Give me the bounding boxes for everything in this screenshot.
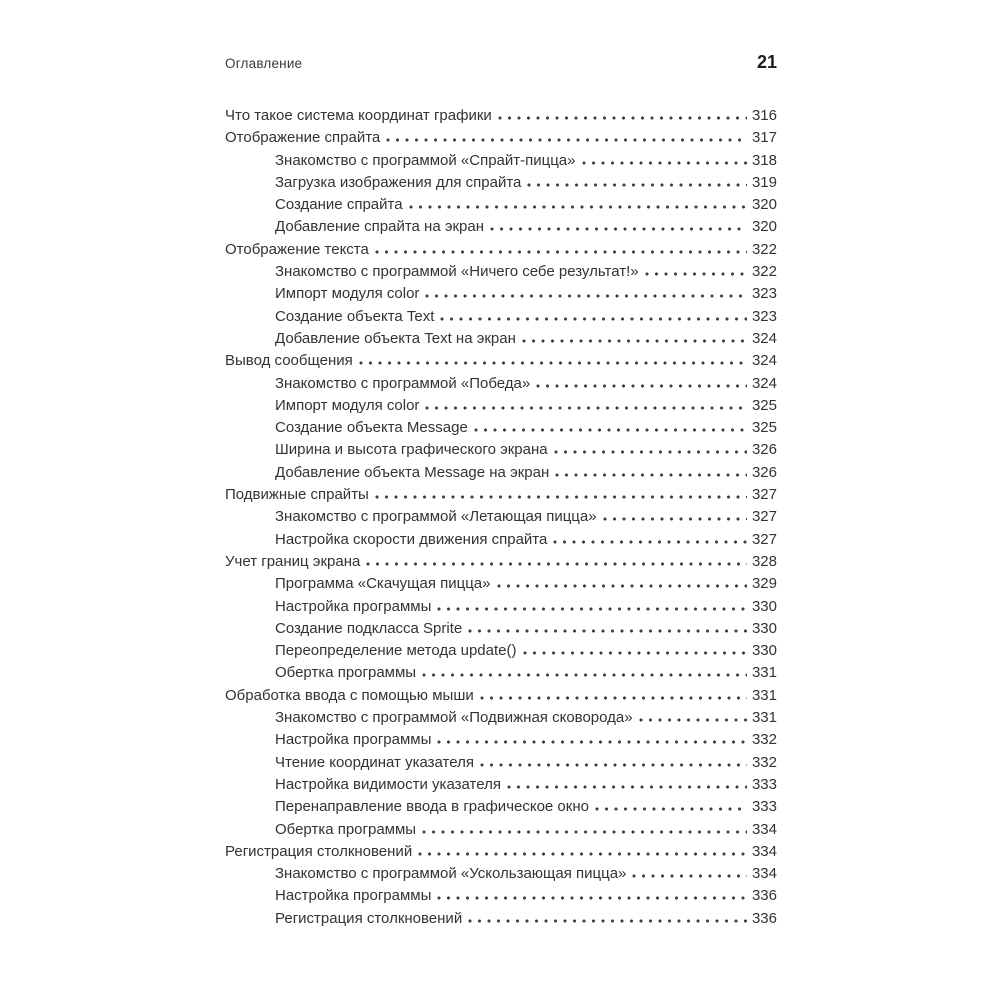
dot-leader	[437, 896, 747, 900]
dot-leader	[523, 651, 747, 655]
toc-entry	[225, 908, 777, 930]
dot-leader	[498, 116, 747, 120]
dot-leader	[582, 161, 747, 165]
dot-leader	[422, 830, 747, 834]
dot-leader	[422, 673, 747, 677]
toc-entry	[225, 484, 777, 506]
dot-leader	[437, 607, 747, 611]
toc-entry-page: 326	[751, 441, 777, 459]
toc-entry-page: 328	[751, 552, 777, 570]
toc-entry	[225, 662, 777, 684]
dot-leader	[497, 584, 747, 588]
dot-leader	[480, 696, 747, 700]
page-content	[225, 52, 777, 930]
toc-entry-page: 324	[751, 352, 777, 370]
toc-entry-page: 333	[751, 798, 777, 816]
toc-entry-page: 327	[751, 508, 777, 526]
toc-entry	[225, 373, 777, 395]
toc-entry	[225, 551, 777, 573]
toc-entry-title: Настройка скорости движения спрайта	[275, 530, 548, 548]
toc-entry-title: Создание спрайта	[275, 196, 403, 214]
dot-leader	[555, 473, 747, 477]
dot-leader	[522, 339, 747, 343]
toc-entry	[225, 150, 777, 172]
toc-entry-page: 318	[751, 151, 777, 169]
toc-entry-title: Учет границ экрана	[225, 552, 361, 570]
toc-entry	[225, 417, 777, 439]
toc-entry-page: 330	[751, 597, 777, 615]
toc-entry	[225, 350, 777, 372]
toc-entry-title: Загрузка изображения для спрайта	[275, 173, 522, 191]
toc-entry	[225, 774, 777, 796]
dot-leader	[425, 294, 747, 298]
dot-leader	[409, 205, 747, 209]
toc-entry-title: Перенаправление ввода в графическое окно	[275, 798, 589, 816]
toc-entry-title: Создание объекта Text	[275, 307, 435, 325]
dot-leader	[474, 428, 747, 432]
toc-entry-page: 327	[751, 530, 777, 548]
toc-entry-title: Переопределение метода update()	[275, 642, 517, 660]
dot-leader	[359, 361, 747, 365]
toc-entry-title: Вывод сообщения	[225, 352, 353, 370]
toc-entry	[225, 640, 777, 662]
toc-entry-page: 336	[751, 909, 777, 927]
toc-entry-title: Настройка видимости указателя	[275, 775, 501, 793]
toc-entry-title: Создание объекта Message	[275, 419, 468, 437]
toc-entry	[225, 863, 777, 885]
toc-entry	[225, 752, 777, 774]
toc-entry-page: 331	[751, 709, 777, 727]
toc-entry-title: Отображение спрайта	[225, 129, 381, 147]
toc-entry-title: Знакомство с программой «Ничего себе результат!»	[275, 263, 639, 281]
toc-entry-page: 333	[751, 775, 777, 793]
toc-entry	[225, 194, 777, 216]
dot-leader	[639, 718, 747, 722]
dot-leader	[375, 495, 747, 499]
page-number: 21	[756, 52, 777, 72]
toc-entry-title: Создание подкласса Sprite	[275, 619, 463, 637]
dot-leader	[440, 317, 747, 321]
toc-entry-page: 323	[751, 307, 777, 325]
toc-entry	[225, 596, 777, 618]
toc-entry-title: Отображение текста	[225, 240, 369, 258]
toc-entry-title: Регистрация столкновений	[225, 842, 413, 860]
toc-entry	[225, 885, 777, 907]
toc-entry-title: Добавление спрайта на экран	[275, 218, 485, 236]
toc-entry-title: Знакомство с программой «Спрайт-пицца»	[275, 151, 576, 169]
toc-entry-page: 334	[751, 820, 777, 838]
toc-entry-title: Программа «Скачущая пицца»	[275, 575, 491, 593]
toc-entry-title: Импорт модуля color	[275, 396, 420, 414]
toc-entry	[225, 261, 777, 283]
toc-entry-page: 330	[751, 619, 777, 637]
toc-entry-page: 317	[751, 129, 777, 147]
toc-entry-page: 323	[751, 285, 777, 303]
toc-entry-title: Настройка программы	[275, 887, 432, 905]
dot-leader	[425, 406, 747, 410]
toc-entry-title: Подвижные спрайты	[225, 486, 369, 504]
toc-entry	[225, 328, 777, 350]
toc-entry-title: Настройка программы	[275, 597, 432, 615]
toc-entry	[225, 618, 777, 640]
toc-entry	[225, 729, 777, 751]
dot-leader	[553, 540, 747, 544]
toc-entry	[225, 462, 777, 484]
dot-leader	[632, 874, 747, 878]
toc-entry-title: Знакомство с программой «Победа»	[275, 374, 531, 392]
toc-entry-title: Обертка программы	[275, 664, 417, 682]
toc-entry-page: 320	[751, 218, 777, 236]
toc-entry-page: 322	[751, 263, 777, 281]
toc-entry-page: 324	[751, 329, 777, 347]
toc-entry-page: 331	[751, 664, 777, 682]
dot-leader	[507, 785, 747, 789]
toc-entry-title: Импорт модуля color	[275, 285, 420, 303]
running-header: Оглавление	[225, 56, 303, 71]
toc-entry	[225, 105, 777, 127]
toc-entry	[225, 216, 777, 238]
toc-entry	[225, 506, 777, 528]
toc-entry-title: Настройка программы	[275, 731, 432, 749]
toc-entry-title: Что такое система координат графики	[225, 107, 492, 124]
toc-entry	[225, 819, 777, 841]
dot-leader	[386, 138, 747, 142]
toc-entry-title: Обработка ввода с помощью мыши	[225, 686, 474, 704]
toc-entry-title: Чтение координат указателя	[275, 753, 474, 771]
toc-entry-title: Ширина и высота графического экрана	[275, 441, 548, 459]
dot-leader	[418, 852, 747, 856]
toc-entry	[225, 796, 777, 818]
toc-entry-title: Обертка программы	[275, 820, 417, 838]
dot-leader	[595, 807, 747, 811]
dot-leader	[480, 763, 747, 767]
toc-entry	[225, 841, 777, 863]
dot-leader	[490, 227, 747, 231]
toc-entry-page: 327	[751, 486, 777, 504]
toc-entry-title: Добавление объекта Text на экран	[275, 329, 516, 347]
toc-entry	[225, 573, 777, 595]
toc-entry-title: Знакомство с программой «Подвижная сковорода»	[275, 709, 633, 727]
toc-entry	[225, 306, 777, 328]
toc-entry	[225, 239, 777, 261]
dot-leader	[468, 629, 747, 633]
toc-entry-page: 331	[751, 686, 777, 704]
toc-entry-page: 320	[751, 196, 777, 214]
dot-leader	[375, 250, 747, 254]
toc-entry-title: Регистрация столкновений	[275, 909, 463, 927]
dot-leader	[603, 517, 747, 521]
dot-leader	[645, 272, 747, 276]
toc-list	[225, 105, 777, 930]
dot-leader	[468, 919, 747, 923]
dot-leader	[554, 450, 747, 454]
toc-entry-page: 319	[751, 173, 777, 191]
toc-entry-page: 326	[751, 463, 777, 481]
dot-leader	[437, 740, 747, 744]
toc-entry-page: 329	[751, 575, 777, 593]
toc-entry	[225, 685, 777, 707]
toc-entry-page: 330	[751, 642, 777, 660]
toc-entry-page: 325	[751, 419, 777, 437]
toc-entry-page: 334	[751, 842, 777, 860]
toc-entry-page: 324	[751, 374, 777, 392]
toc-entry-page: 334	[751, 865, 777, 883]
toc-entry	[225, 707, 777, 729]
toc-entry-page: 336	[751, 887, 777, 905]
toc-entry	[225, 529, 777, 551]
dot-leader	[527, 183, 747, 187]
toc-entry-title: Знакомство с программой «Летающая пицца»	[275, 508, 597, 526]
toc-entry	[225, 395, 777, 417]
page-header	[225, 52, 777, 73]
toc-entry-page: 332	[751, 731, 777, 749]
toc-entry	[225, 283, 777, 305]
toc-entry	[225, 127, 777, 149]
dot-leader	[366, 562, 747, 566]
toc-entry-page: 316	[751, 107, 777, 124]
toc-entry-title: Добавление объекта Message на экран	[275, 463, 550, 481]
dot-leader	[536, 384, 747, 388]
toc-entry-page: 322	[751, 240, 777, 258]
toc-entry-title: Знакомство с программой «Ускользающая пицца»	[275, 865, 627, 883]
toc-entry-page: 332	[751, 753, 777, 771]
toc-entry-page: 325	[751, 396, 777, 414]
toc-entry	[225, 172, 777, 194]
toc-entry	[225, 439, 777, 461]
